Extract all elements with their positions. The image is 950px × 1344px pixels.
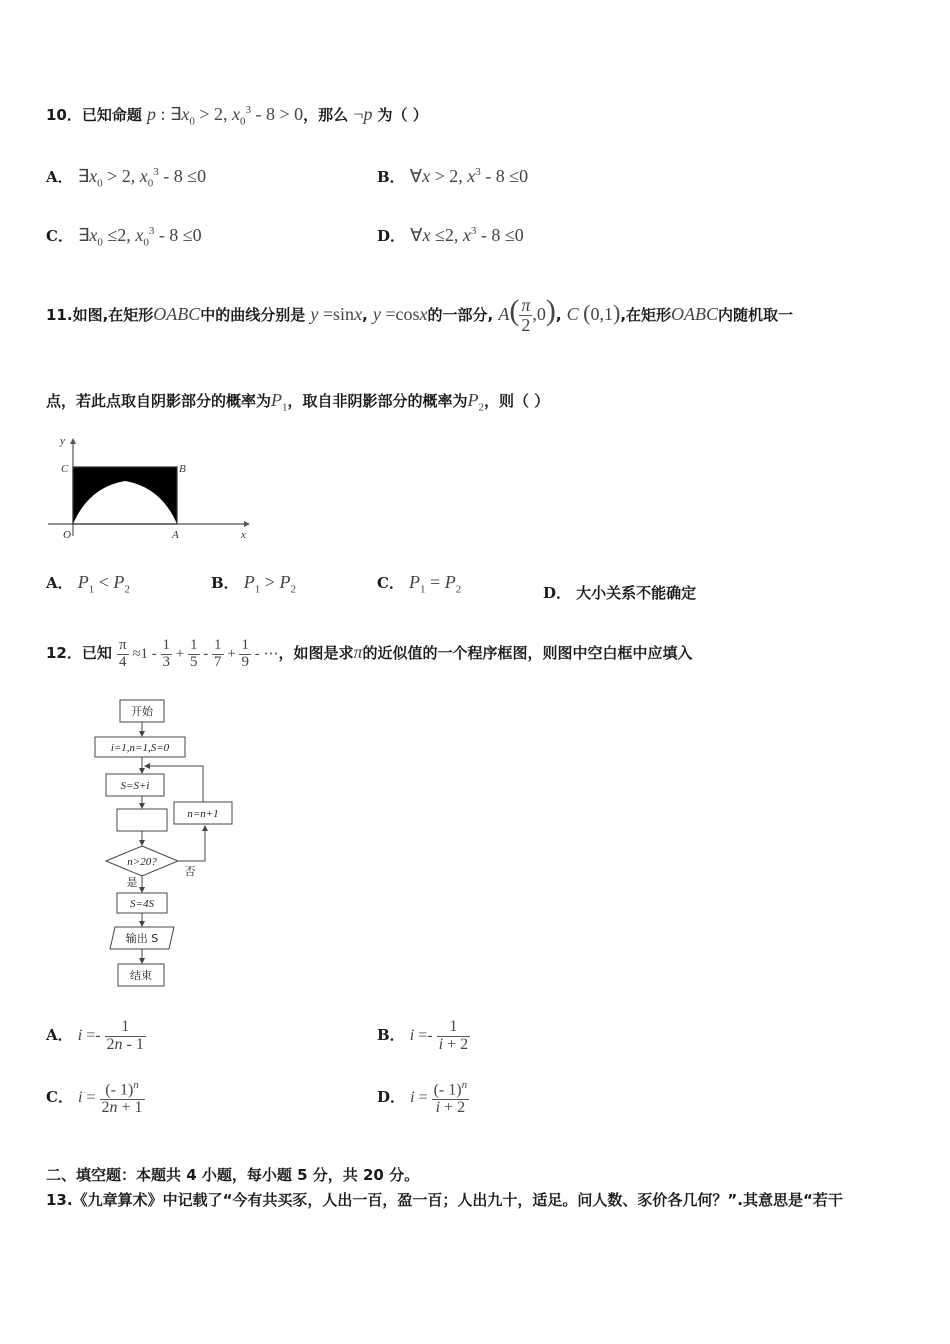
q11-stem-line2 (46, 380, 549, 428)
label-c: C (61, 463, 69, 475)
q12-option-b-formula: i =- $\frac{1}{i + 2}$ (409, 1018, 469, 1053)
q10-middle: ，那么 (303, 106, 349, 124)
q11-option-a-label: A． (46, 574, 73, 592)
flow-loop-back (145, 766, 203, 802)
q12-option-a[interactable] (46, 1019, 146, 1054)
q12-option-c[interactable] (46, 1080, 145, 1117)
flow-blank-box (117, 809, 167, 831)
flow-no-branch (178, 826, 205, 861)
q11-oabc: OABC (153, 304, 201, 324)
flow-cond-text: n>20? (127, 856, 157, 868)
q11-option-b[interactable] (211, 572, 296, 596)
flow-update-text: S=S+i (120, 780, 150, 792)
q12-option-b[interactable] (377, 1019, 470, 1054)
flow-init-text: i=1,n=1,S=0 (110, 742, 170, 754)
q10-option-d[interactable] (377, 225, 524, 246)
q11-option-a-formula: $P_1 < P_2$ (77, 572, 130, 596)
q11-cos: y =cosx (372, 304, 428, 324)
q10-option-d-label: D． (377, 227, 406, 245)
q11-option-d-label: D． (543, 584, 572, 602)
q10-option-b-formula: ∀x > 2, $x^3 - 8 \le 0$ (409, 166, 529, 186)
flow-end-text: 结束 (130, 969, 152, 982)
q12-option-d-formula: i = $\frac{(- 1)^n}{i + 2}$ (410, 1079, 468, 1117)
q11-text-h: ，则（ ） (484, 392, 550, 410)
q11-p2: $P_2$ (467, 390, 485, 414)
q12-flowchart (90, 695, 250, 995)
q12-option-d-label: D． (377, 1088, 406, 1107)
y-axis-arrow (70, 438, 76, 444)
label-y: y (60, 435, 65, 447)
q10-negation: ¬p (353, 104, 373, 124)
flow-output-text: 输出 S (125, 932, 159, 945)
q11-text-d: ,在矩形 (620, 306, 672, 324)
q11-comma-2: , (555, 306, 562, 324)
q10-option-a[interactable] (46, 166, 206, 190)
q11-point-c: C (0,1) (566, 300, 621, 325)
q12-pi: π (353, 642, 363, 662)
q12-option-c-label: C． (46, 1088, 73, 1107)
section-heading: 二、填空题：本题共 4 小题，每小题 5 分，共 20 分。 (46, 1166, 420, 1184)
q10-number: 10． (46, 106, 82, 124)
q10-option-c-label: C． (46, 227, 73, 245)
q10-option-b[interactable] (377, 166, 528, 187)
q12-tail: 的近似值的一个程序框图，则图中空白框中应填入 (362, 644, 693, 662)
x-axis-arrow (244, 521, 250, 527)
q11-text-a: 如图,在矩形 (72, 306, 154, 324)
q10-tail: 为（ ） (377, 106, 428, 124)
label-a: A (172, 529, 179, 541)
q10-proposition: p : $\exists x_0 > 2$, $x_0^3 - 8 > 0$ (146, 104, 304, 128)
flow-mult-text: S=4S (130, 898, 154, 910)
q12-option-d[interactable] (377, 1080, 469, 1117)
q11-sin: y =sinx (310, 304, 363, 324)
q11-oabc-2: OABC (671, 304, 719, 324)
q10-option-c-formula: $\exists x_0 \le 2$, $x_0^3 - 8 \le 0$ (78, 225, 202, 249)
flow-no-label: 否 (184, 865, 196, 878)
label-b: B (179, 463, 186, 475)
q11-option-a[interactable] (46, 572, 130, 596)
q11-point-a: A( $\frac{\pi}{2}$ ,0) (498, 294, 556, 336)
q12-series: $\frac{\pi}{4}$ ≈1 - $\frac{1}{3}$ + $\frac{1}{5}$ - $\frac{1}{7}$ + $\frac{1}{9}$ - ⋯ (118, 637, 279, 671)
q11-text-f: 点，若此点取自阴影部分的概率为 (46, 392, 272, 410)
label-x: x (241, 529, 246, 541)
q12-option-a-formula: i =- $\frac{1}{2n - 1}$ (77, 1018, 144, 1053)
q11-option-d[interactable] (543, 582, 696, 603)
q11-text-e: 内随机取一 (718, 306, 794, 324)
flow-yes-label: 是 (126, 876, 138, 889)
q10-option-b-label: B． (377, 168, 405, 186)
q10-option-c[interactable] (46, 225, 202, 249)
q10-option-a-formula: $\exists x_0 > 2$, $x_0^3 - 8 \le 0$ (77, 166, 207, 190)
q11-option-b-formula: $P_1 > P_2$ (243, 572, 296, 596)
q11-comma-1: , (362, 306, 368, 324)
q10-lead: 已知命题 (81, 106, 142, 124)
q12-option-a-label: A． (46, 1025, 73, 1044)
q11-figure (44, 432, 254, 544)
q11-option-c-label: C． (377, 574, 404, 592)
q11-text-g: ，取自非阴影部分的概率为 (287, 392, 468, 410)
flow-incr-text: n=n+1 (187, 808, 219, 820)
q12-lead: 已知 (81, 644, 112, 662)
q12-middle: ，如图是求 (278, 644, 354, 662)
q11-text-b: 中的曲线分别是 (200, 306, 306, 324)
q12-stem (46, 630, 693, 676)
q13-stem: 13.《九章算术》中记载了“今有共买豕，人出一百，盈一百；人出九十，适足。问人数、豕价各几何？”.其意思是“若干 (46, 1191, 843, 1209)
q10-stem (46, 104, 428, 128)
flow-start-text: 开始 (131, 705, 153, 718)
q11-option-d-text: 大小关系不能确定 (576, 584, 697, 602)
q10-option-d-formula: ∀x ≤2, $x^3 - 8 \le 0$ (410, 225, 524, 245)
q11-option-b-label: B． (211, 574, 239, 592)
q11-text-c: 的一部分, (427, 306, 494, 324)
q12-option-b-label: B． (377, 1025, 405, 1044)
q12-option-c-formula: i = $\frac{(- 1)^n}{2n + 1}$ (78, 1079, 143, 1117)
q11-option-c[interactable] (377, 572, 461, 596)
q11-number: 11. (46, 306, 73, 324)
q11-option-c-formula: $P_1 = P_2$ (409, 572, 462, 596)
q10-option-a-label: A． (46, 168, 73, 186)
q11-p1: $P_1$ (271, 390, 288, 414)
q12-number: 12． (46, 644, 82, 662)
q11-stem-line1 (46, 286, 793, 340)
label-o: O (63, 529, 71, 541)
